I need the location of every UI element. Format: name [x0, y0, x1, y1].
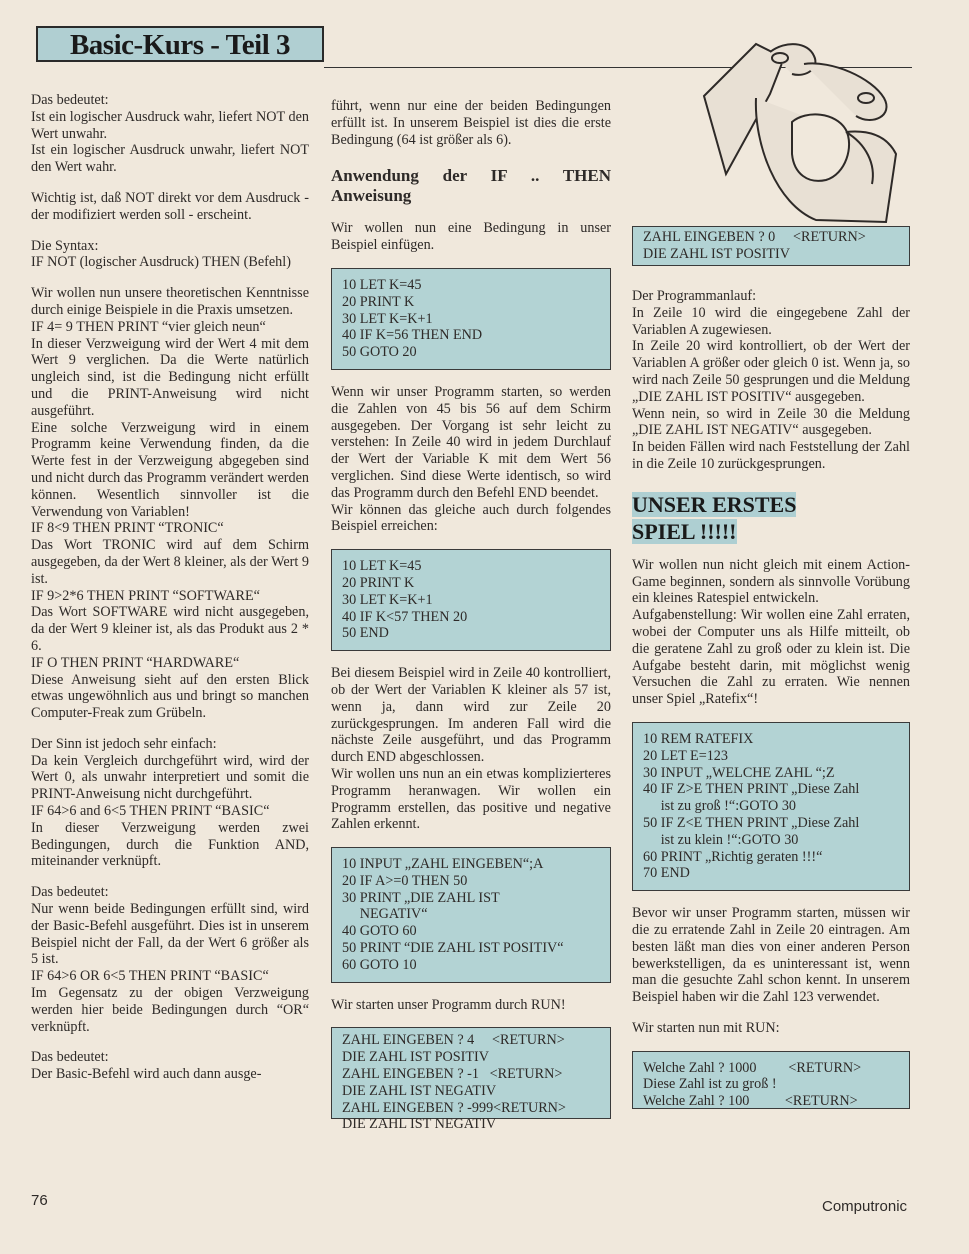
paragraph: führt, wenn nur eine der beiden Bedingungen erfüllt ist. In unserem Beispiel ist dies die erste Bedingung (64 ist größer als 6).	[331, 98, 611, 148]
column-left	[31, 92, 309, 1097]
paragraph: Wir wollen nun unsere theoretischen Kenntnisse durch einige Beispiele in die Praxis umsetzen. IF 4= 9 THEN PRINT “vier gleich neun“ In dieser Verzweigung wird der Wert 4 mit dem Wert 9 verglichen. Da die Werte natürlich ungleich sind, ist die Bedingung nicht erfüllt und die PRINT-Anweisung wird nicht ausgeführt. Eine solche Verzweigung wird in einem Programm keine Verwendung finden, da die Werte fest in der Verzweigung abgegeben sind und nicht durch das Programm verändert werden können. Wesentlich sinnvoller ist die Verwendung von Variablen! IF 8<9 THEN PRINT “TRONIC“ Das Wort TRONIC wird auf dem Schirm ausgegeben, da der Wert 8 kleiner, als der Wert 9 ist. IF 9>2*6 THEN PRINT “SOFTWARE“ Das Wort SOFTWARE wird nicht ausgegeben, da der Wert 9 kleiner ist, als das Produkt aus 2 * 6. IF O THEN PRINT “HARDWARE“ Diese Anweisung sieht auf den ersten Blick etwas ungewöhnlich aus und bringt so manchen Computer-Freak zum Grübeln.	[31, 285, 309, 722]
column-right	[632, 288, 910, 1123]
program-output: Welche Zahl ? 1000 <RETURN> Diese Zahl ist zu groß ! Welche Zahl ? 100 <RETURN>	[632, 1051, 910, 1109]
section-heading	[632, 491, 812, 545]
paragraph: Das bedeutet: Der Basic-Befehl wird auch dann ausge-	[31, 1049, 262, 1083]
code-listing: 10 LET K=45 20 PRINT K 30 LET K=K+1 40 IF K=56 THEN END 50 GOTO 20	[331, 268, 611, 370]
paragraph: Das bedeutet: Ist ein logischer Ausdruck wahr, liefert NOT den Wert unwahr. Ist ein logischer Ausdruck unwahr, liefert NOT den Wert wahr.	[31, 92, 309, 176]
paragraph: Wenn wir unser Programm starten, so werden die Zahlen von 45 bis 56 auf dem Schirm ausgegeben. Der Vorgang ist sehr leicht zu verstehen: In Zeile 40 wird in jedem Durchlauf der Wert der Variable K mit dem Wert 56 verglichen. Sind diese Werte identisch, so wird das Programm durch den Befehl END beendet. Wir können das gleiche auch durch folgendes Beispiel erreichen:	[331, 383, 611, 535]
section-heading: Anwendung der IF .. THEN Anweisung	[331, 166, 611, 206]
hand-illustration-icon	[696, 34, 906, 224]
paragraph: Wir wollen nun eine Bedingung in unser Beispiel einfügen.	[331, 220, 611, 254]
code-listing: 10 REM RATEFIX 20 LET E=123 30 INPUT „WELCHE ZAHL “;Z 40 IF Z>E THEN PRINT „Diese Zahl ist zu groß !“:GOTO 30 50 IF Z<E THEN PRINT „Diese Zahl ist zu klein !“:GOTO 30 60 PRINT „Richtig geraten !!!“ 70 END	[632, 722, 910, 891]
page-number: 76	[31, 1192, 48, 1209]
paragraph: Die Syntax: IF NOT (logischer Ausdruck) THEN (Befehl)	[31, 237, 291, 271]
paragraph: Der Sinn ist jedoch sehr einfach: Da kein Vergleich durchgeführt wird, wird der Wert 0, als unwahr interpretiert und somit die PRINT-Anweisung nicht durchgeführt. IF 64>6 and 6<5 THEN PRINT “BASIC“ In dieser Verzweigung werden zwei Bedingungen, durch die Funktion AND, miteinander verknüpft.	[31, 735, 309, 870]
paragraph: Wir starten unser Programm durch RUN!	[331, 996, 566, 1013]
heading-line: UNSER ERSTES	[632, 491, 797, 517]
paragraph: Wir starten nun mit RUN:	[632, 1019, 780, 1036]
paragraph: Bevor wir unser Programm starten, müssen wir die zu erratende Zahl in Zeile 20 eintragen. Am besten läßt man dies von einer anderen Person bewerkstelligen, da es uninteressant ist, wenn man die gesuchte Zahl schon kennt. In unserem Beispiel haben wir die Zahl 123 verwendet.	[632, 905, 910, 1006]
heading-line: SPIEL !!!!!	[632, 518, 737, 544]
page-title: Basic-Kurs - Teil 3	[36, 26, 324, 62]
program-output: ZAHL EINGEBEN ? 0 <RETURN> DIE ZAHL IST POSITIV	[632, 226, 910, 266]
paragraph: Wichtig ist, daß NOT direkt vor dem Ausdruck - der modifiziert werden soll - erscheint.	[31, 189, 309, 223]
paragraph: Der Programmanlauf: In Zeile 10 wird die eingegebene Zahl der Variablen A zugewiesen. In Zeile 20 wird kontrolliert, ob der Wert der Variablen A größer oder gleich 0 ist. Wenn ja, so wird nach Zeile 50 gesprungen und die Meldung „DIE ZAHL IST POSITIV“ ausgegeben. Wenn nein, so wird in Zeile 30 die Meldung „DIE ZAHL IST NEGATIV“ ausgegeben. In beiden Fällen wird nach Feststellung der Zahl in die Zeile 10 zurückgesprungen.	[632, 288, 910, 472]
paragraph: Das bedeutet: Nur wenn beide Bedingungen erfüllt sind, wird der Basic-Befehl ausgeführt. Dies ist in unserem Beispiel nicht der Fall, da der Wert 6 größer als 5 ist. IF 64>6 OR 6<5 THEN PRINT “BASIC“ Im Gegensatz zu der obigen Verzweigung werden hier beide Bedingungen durch “OR“ verknüpft.	[31, 884, 309, 1035]
program-output: ZAHL EINGEBEN ? 4 <RETURN> DIE ZAHL IST POSITIV ZAHL EINGEBEN ? -1 <RETURN> DIE ZAHL IST NEGATIV ZAHL EINGEBEN ? -999<RETURN> DIE ZAHL IST NEGATIV	[331, 1027, 611, 1119]
paragraph: Wir wollen nun nicht gleich mit einem Action-Game beginnen, sondern als sinnvolle Vorübung ein kleines Ratespiel entwickeln. Aufgabenstellung: Wir wollen eine Zahl erraten, wobei der Computer uns als Hilfe mitteilt, ob die geratene Zahl zu groß oder zu klein ist. Die Aufgabe besteht darin, mit möglichst wenig Versuchen die Zahl zu erraten. Wie nennen unser Spiel „Ratefix“!	[632, 556, 910, 708]
code-listing: 10 INPUT „ZAHL EINGEBEN“;A 20 IF A>=0 THEN 50 30 PRINT „DIE ZAHL IST NEGATIV“ 40 GOTO 60 50 PRINT “DIE ZAHL IST POSITIV“ 60 GOTO 10	[331, 847, 611, 983]
column-middle	[331, 98, 611, 1133]
paragraph: Bei diesem Beispiel wird in Zeile 40 kontrolliert, ob der Wert der Variablen K kleiner als 57 ist, wenn ja, dann wird zur Zeile 20 zurückgesprungen. Im anderen Fall wird die nächste Zeile ausgeführt, und das Programm durch END abgeschlossen. Wir wollen uns nun an ein etwas komplizierteres Programm heranwagen. Wir wollen ein Programm erstellen, das positive und negative Zahlen erkennt.	[331, 665, 611, 833]
code-listing: 10 LET K=45 20 PRINT K 30 LET K=K+1 40 IF K<57 THEN 20 50 END	[331, 549, 611, 651]
publication-name: Computronic	[822, 1198, 908, 1215]
